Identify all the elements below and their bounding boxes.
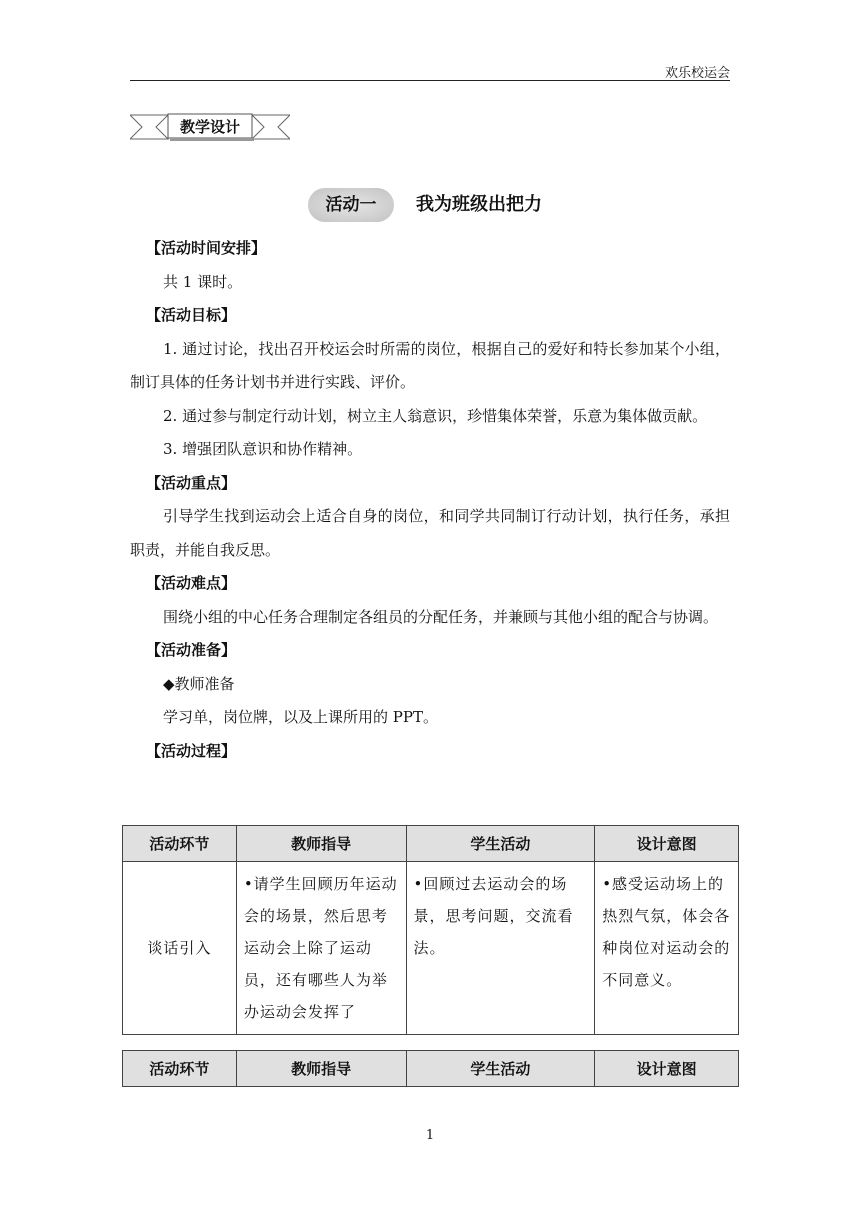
table-row: [123, 862, 739, 1035]
process-table: [122, 825, 739, 1035]
goals-heading: 【活动目标】: [146, 306, 237, 324]
lesson-content: [130, 232, 730, 768]
column-header: 教师指导: [236, 826, 406, 862]
page-header: [130, 60, 730, 81]
activity-label: 活动一: [308, 188, 394, 222]
page-number: 1: [425, 1128, 435, 1143]
difficulty-text: 围绕小组的中心任务合理制定各组员的分配任务，并兼顾与其他小组的配合与协调。: [163, 607, 719, 626]
column-header: 学生活动: [406, 826, 595, 862]
goal-item: 3. 增强团队意识和协作精神。: [163, 440, 363, 458]
prep-text: 学习单，岗位牌，以及上课所用的 PPT。: [163, 708, 438, 726]
process-table-continued: [122, 1050, 739, 1087]
student-cell: •回顾过去运动会的场景，思考问题，交流看法。: [406, 862, 595, 1035]
column-header: 教师指导: [236, 1051, 406, 1087]
column-header: 设计意图: [595, 1051, 739, 1087]
column-header: 学生活动: [406, 1051, 595, 1087]
column-header: 活动环节: [123, 826, 237, 862]
focus-text: 引导学生找到运动会上适合自身的岗位，和同学共同制订行动计划，执行任务，承担职责，并能自我反思。: [130, 507, 730, 559]
activity-name: 我为班级出把力: [416, 194, 542, 215]
column-header: 设计意图: [595, 826, 739, 862]
process-heading: 【活动过程】: [146, 741, 237, 760]
stage-cell: 谈话引入: [123, 862, 237, 1035]
goal-item: 2. 通过参与制定行动计划，树立主人翁意识，珍惜集体荣誉，乐意为集体做贡献。: [163, 406, 708, 425]
difficulty-heading: 【活动难点】: [146, 574, 237, 592]
intent-cell: •感受运动场上的热烈气氛，体会各种岗位对运动会的不同意义。: [595, 862, 739, 1035]
teacher-cell: •请学生回顾历年运动会的场景，然后思考运动会上除了运动员，还有哪些人为举办运动会发挥了: [236, 862, 406, 1035]
time-text: 共 1 课时。: [163, 272, 243, 291]
prep-subheading: ◆教师准备: [163, 674, 235, 693]
goal-item: 1. 通过讨论，找出召开校运会时所需的岗位，根据自己的爱好和特长参加某个小组，制订具体的任务计划书并进行实践、评价。: [130, 339, 730, 391]
section-badge: [130, 112, 290, 142]
table-header-row: [123, 1051, 739, 1087]
table-header-row: [123, 826, 739, 862]
column-header: 活动环节: [123, 1051, 237, 1087]
prep-heading: 【活动准备】: [146, 641, 237, 659]
badge-label: 教学设计: [179, 118, 240, 136]
activity-title: [308, 188, 638, 222]
header-title: 欢乐校运会: [664, 66, 730, 81]
focus-heading: 【活动重点】: [146, 473, 237, 492]
time-heading: 【活动时间安排】: [146, 239, 267, 257]
